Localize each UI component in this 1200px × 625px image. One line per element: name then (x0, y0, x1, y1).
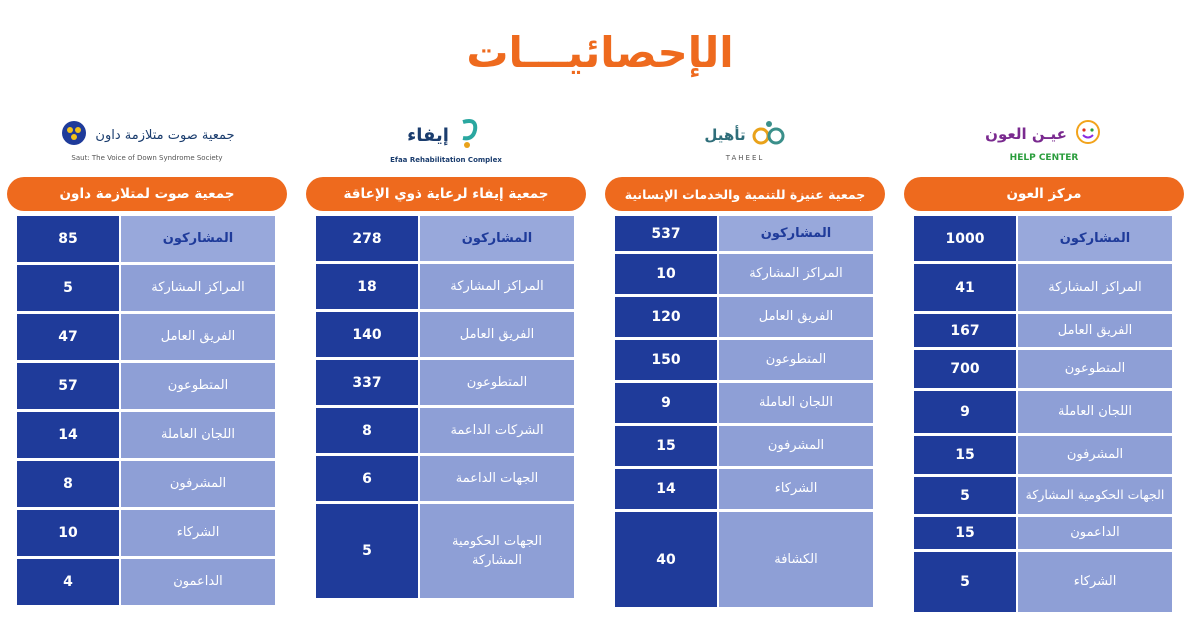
table-row (914, 350, 1172, 388)
stat-label: المشاركون (1018, 216, 1172, 261)
stat-label: اللجان العاملة (121, 412, 275, 458)
table-row (914, 477, 1172, 514)
stat-value: 1000 (914, 216, 1016, 261)
table-row (17, 412, 275, 458)
table-row (17, 314, 275, 360)
help-center-logo-icon (1073, 117, 1103, 151)
logo-text: إيفاء (407, 124, 449, 146)
table-row (615, 469, 873, 509)
stat-value: 337 (316, 360, 418, 405)
stat-value: 41 (914, 264, 1016, 311)
stat-label: المتطوعون (420, 360, 574, 405)
logo-subtext: HELP CENTER (1009, 153, 1079, 163)
stat-label: المشرفون (1018, 436, 1172, 474)
stats-table (316, 216, 574, 601)
column-header: مركز العون (904, 177, 1184, 211)
stat-label: المشرفون (121, 461, 275, 507)
stats-table (17, 216, 275, 608)
stat-value: 15 (914, 436, 1016, 474)
stat-value: 9 (914, 391, 1016, 433)
stat-label: الفريق العامل (121, 314, 275, 360)
table-row (17, 265, 275, 311)
stat-label: المشاركون (121, 216, 275, 262)
stat-value: 120 (615, 297, 717, 337)
stat-label: الشركات الداعمة (420, 408, 574, 453)
table-row (615, 426, 873, 466)
stat-value: 5 (914, 477, 1016, 514)
stat-label: المراكز المشاركة (1018, 264, 1172, 311)
table-row (914, 314, 1172, 347)
stat-value: 15 (615, 426, 717, 466)
column-saut (7, 110, 287, 615)
efaa-logo-icon (455, 116, 485, 154)
table-row (316, 264, 574, 309)
saut-logo-icon (59, 118, 89, 152)
table-row (316, 408, 574, 453)
stat-label: الفريق العامل (420, 312, 574, 357)
column-header: جمعية إيفاء لرعاية ذوي الإعاقة (306, 177, 586, 211)
stat-value: 5 (17, 265, 119, 311)
table-row (914, 264, 1172, 311)
stat-value: 140 (316, 312, 418, 357)
stat-label: الجهات الحكومية المشاركة (420, 504, 574, 598)
logo-text: تأهيل (704, 126, 746, 144)
stat-label: الشركاء (719, 469, 873, 509)
stat-value: 14 (615, 469, 717, 509)
stat-label: الداعمون (1018, 517, 1172, 549)
table-row (914, 552, 1172, 612)
logo-taheel (605, 110, 885, 170)
stats-table (615, 216, 873, 610)
table-row (914, 517, 1172, 549)
logo-subtext: TAHEEL (725, 154, 765, 162)
table-row (17, 559, 275, 605)
column-header: جمعية عنيزة للتنمية والخدمات الإنسانية (605, 177, 885, 211)
table-row (615, 340, 873, 380)
stat-value: 85 (17, 216, 119, 262)
stat-value: 9 (615, 383, 717, 423)
stat-label: المشاركون (719, 216, 873, 251)
stat-value: 700 (914, 350, 1016, 388)
stat-label: المشاركون (420, 216, 574, 261)
stat-label: الجهات الداعمة (420, 456, 574, 501)
stat-label: المتطوعون (1018, 350, 1172, 388)
stat-label: المراكز المشاركة (121, 265, 275, 311)
stat-value: 47 (17, 314, 119, 360)
stat-value: 18 (316, 264, 418, 309)
stat-value: 57 (17, 363, 119, 409)
table-row (316, 360, 574, 405)
logo-saut (7, 110, 287, 170)
stat-label: الشركاء (121, 510, 275, 556)
stat-label: المتطوعون (719, 340, 873, 380)
stat-label: المشرفون (719, 426, 873, 466)
table-row (914, 391, 1172, 433)
stat-value: 167 (914, 314, 1016, 347)
logo-subtext: Saut: The Voice of Down Syndrome Society (71, 154, 223, 162)
stat-value: 5 (914, 552, 1016, 612)
stat-value: 10 (615, 254, 717, 294)
table-row (17, 216, 275, 262)
table-row (316, 456, 574, 501)
column-taheel (605, 110, 885, 615)
stat-value: 6 (316, 456, 418, 501)
table-row (17, 510, 275, 556)
table-row (615, 383, 873, 423)
stat-value: 5 (316, 504, 418, 598)
stat-label: المراكز المشاركة (719, 254, 873, 294)
stat-label: اللجان العاملة (719, 383, 873, 423)
stat-label: الفريق العامل (1018, 314, 1172, 347)
stat-value: 8 (17, 461, 119, 507)
stat-label: الفريق العامل (719, 297, 873, 337)
stat-label: المتطوعون (121, 363, 275, 409)
logo-efaa (306, 110, 586, 170)
stat-value: 40 (615, 512, 717, 607)
table-row (17, 363, 275, 409)
taheel-logo-icon (752, 118, 786, 152)
table-row (914, 216, 1172, 261)
table-row (914, 436, 1172, 474)
stat-label: الجهات الحكومية المشاركة (1018, 477, 1172, 514)
table-row (615, 512, 873, 607)
stat-value: 10 (17, 510, 119, 556)
stat-value: 8 (316, 408, 418, 453)
stat-value: 150 (615, 340, 717, 380)
stat-value: 537 (615, 216, 717, 251)
logo-subtext: Efaa Rehabilitation Complex (390, 156, 502, 164)
column-efaa (306, 110, 586, 615)
page-title: الإحصائيـــات (466, 28, 734, 77)
stat-label: الداعمون (121, 559, 275, 605)
table-row (316, 504, 574, 598)
logo-text: عيـن العون (985, 125, 1067, 143)
stat-value: 14 (17, 412, 119, 458)
table-row (316, 216, 574, 261)
stat-value: 4 (17, 559, 119, 605)
table-row (615, 254, 873, 294)
stat-label: اللجان العاملة (1018, 391, 1172, 433)
stats-table (914, 216, 1172, 615)
logo-help-center (904, 110, 1184, 170)
table-row (316, 312, 574, 357)
table-row (615, 216, 873, 251)
column-header: جمعية صوت لمتلازمة داون (7, 177, 287, 211)
table-row (17, 461, 275, 507)
stat-label: المراكز المشاركة (420, 264, 574, 309)
logo-text: جمعية صوت متلازمة داون (95, 127, 235, 143)
stat-label: الشركاء (1018, 552, 1172, 612)
column-help-center (904, 110, 1184, 615)
stat-label: الكشافة (719, 512, 873, 607)
stat-value: 15 (914, 517, 1016, 549)
table-row (615, 297, 873, 337)
stat-value: 278 (316, 216, 418, 261)
